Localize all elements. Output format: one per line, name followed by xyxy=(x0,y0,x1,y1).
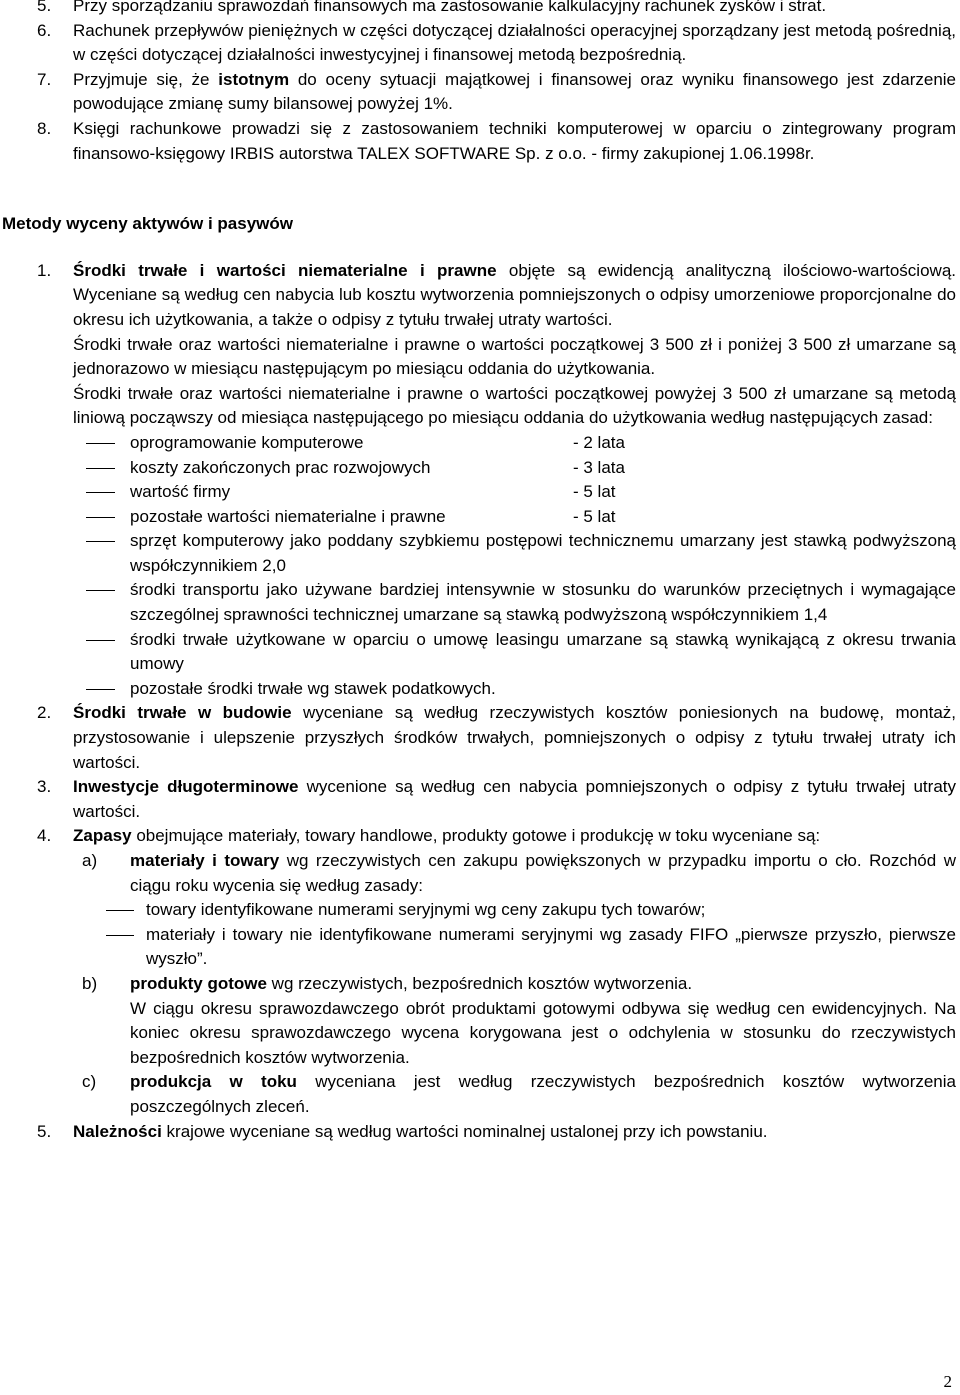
list-item xyxy=(0,19,960,68)
item-text-bold: istotnym xyxy=(218,69,290,89)
item-text: Rachunek przepływów pieniężnych w części dotyczącej działalności operacyjnej sporządzany jest metodą pośrednią, w części dotyczącej działalności inwestycyjnej i finansowej metodą bezpośrednią. xyxy=(73,20,956,65)
dash-item: sprzęt komputerowy jako poddany szybkiemu postępowi technicznemu umarzany jest stawką podwyższoną współczynnikiem 2,0 xyxy=(0,529,960,578)
rate-item xyxy=(0,456,960,481)
list-item xyxy=(0,0,960,19)
item-text: objęte są ewidencją analityczną ilościowo-wartościową. Wyceniane są według cen nabycia lub kosztu wytworzenia pomniejszonych o odpisy umorzeniowe proporcjonalne do okresu ich użytkowania, a także o odpisy z tytułu trwałej utraty wartości. xyxy=(73,260,956,329)
item-number: 2. xyxy=(37,703,52,723)
rate-item xyxy=(0,480,960,505)
item-title: Inwestycje długoterminowe xyxy=(73,777,299,797)
valuation-item-fixed-assets xyxy=(0,259,960,333)
sub-item-text: wyceniana jest według rzeczywistych bezpośrednich kosztów wytworzenia poszczególnych zleceń. xyxy=(130,1072,956,1116)
sub-item-title: materiały i towary xyxy=(130,851,280,870)
item-title: Środki trwałe w budowie xyxy=(73,703,292,723)
sub-item-work-in-progress xyxy=(0,1070,960,1119)
item-text-pre: Przyjmuje się, że xyxy=(73,69,219,89)
dash-item: towary identyfikowane numerami seryjnymi wg ceny zakupu tych towarów; xyxy=(0,898,960,923)
rate-name: wartość firmy xyxy=(130,482,231,502)
rate-name: oprogramowanie komputerowe xyxy=(130,432,364,452)
rate-value: - 5 lat xyxy=(573,482,616,502)
item-text: Przy sporządzaniu sprawozdań finansowych ma zastosowanie kalkulacyjny rachunek zysków i strat. xyxy=(73,0,827,15)
valuation-item-investments xyxy=(0,775,960,824)
list-item xyxy=(0,117,960,166)
paragraph: W ciągu okresu sprawozdawczego obrót produktami gotowymi odbywa się według cen ewidencyjnych. Na koniec okresu sprawozdawczego wycena korygowana jest o odchylenia w stosunku do rzeczywistych bezpośrednich kosztów wytworzenia. xyxy=(130,998,956,1067)
rate-value: - 3 lata xyxy=(573,457,625,477)
item-number: 8. xyxy=(37,118,52,138)
valuation-item-receivables xyxy=(0,1120,960,1145)
item-number: 5. xyxy=(37,0,52,15)
list-item xyxy=(0,68,960,117)
rate-name: koszty zakończonych prac rozwojowych xyxy=(130,457,431,477)
item-text-post: do oceny sytuacji majątkowej i finansowej oraz wyniku finansowego jest zdarzenie powodujące zmianę sumy bilansowej powyżej 1%. xyxy=(73,69,957,114)
item-number: 4. xyxy=(37,826,52,846)
item-text: Księgi rachunkowe prowadzi się z zastosowaniem techniki komputerowej w oparciu o zintegrowany program finansowo-księgowy IRBIS autorstwa TALEX SOFTWARE Sp. z o.o. - firmy zakupionej 1.06.1998r. xyxy=(73,118,956,163)
rate-name: pozostałe wartości niematerialne i prawne xyxy=(130,506,446,526)
item-title: Należności xyxy=(73,1121,162,1141)
sub-item-text: wg rzeczywistych cen zakupu powiększonych w przypadku importu o cło. Rozchód w ciągu roku wycenia się według zasady: xyxy=(130,851,956,895)
rate-value: - 2 lata xyxy=(573,432,625,452)
dash-item: materiały i towary nie identyfikowane numerami seryjnymi wg zasady FIFO „pierwsze przyszło, pierwsze wyszło”. xyxy=(0,923,960,972)
sub-item-label: c) xyxy=(82,1072,97,1092)
dash-item: środki trwałe użytkowane w oparciu o umowę leasingu umarzane są stawką wynikającą z okresu trwania umowy xyxy=(0,628,960,677)
item-text: wycenione są według cen nabycia pomniejszonych o odpisy z tytułu trwałej utraty wartości. xyxy=(73,777,956,821)
dash-item: środki transportu jako używane bardziej intensywnie w stosunku do warunków przeciętnych i wymagające szczególnej sprawności technicznej umarzane są stawką podwyższoną współczynnikiem 1,4 xyxy=(0,578,960,627)
page-number: 2 xyxy=(943,1372,952,1391)
item-text: krajowe wyceniane są według wartości nominalnej ustalonej przy ich powstaniu. xyxy=(161,1121,768,1141)
item-number: 3. xyxy=(37,777,52,797)
item-number: 5. xyxy=(37,1121,52,1141)
item-number: 6. xyxy=(37,20,52,40)
section-heading: Metody wyceny aktywów i pasywów xyxy=(2,214,293,234)
item-number: 1. xyxy=(37,260,52,280)
sub-item-text: wg rzeczywistych, bezpośrednich kosztów wytworzenia. xyxy=(266,973,693,993)
rate-value: - 5 lat xyxy=(573,506,616,526)
item-title: Zapasy xyxy=(73,826,132,846)
item-text: wyceniane są według rzeczywistych kosztów poniesionych na budowę, montaż, przystosowanie i ulepszenie przyszłych środków trwałych, pomniejszonych o odpisy z tytułu trwałej utraty ich wartości. xyxy=(73,703,956,772)
item-number: 7. xyxy=(37,69,52,89)
valuation-item-inventory xyxy=(0,824,960,849)
valuation-item-construction xyxy=(0,701,960,775)
dash-item: pozostałe środki trwałe wg stawek podatkowych. xyxy=(0,677,960,702)
rate-item xyxy=(0,431,960,456)
sub-item-title: produkty gotowe xyxy=(130,973,267,993)
sub-item-label: b) xyxy=(82,973,98,993)
item-text: obejmujące materiały, towary handlowe, produkty gotowe i produkcję w toku wyceniane są: xyxy=(131,826,821,846)
sub-item-title: produkcja w toku xyxy=(130,1072,297,1092)
rate-item xyxy=(0,505,960,530)
sub-item-label: a) xyxy=(82,851,98,870)
sub-item-finished-goods xyxy=(0,972,960,997)
paragraph: Środki trwałe oraz wartości niematerialne i prawne o wartości początkowej powyżej 3 500 zł umarzane są metodą liniową począwszy od miesiąca następującego po miesiącu oddania do użytkowania według następujących zasad: xyxy=(73,383,956,428)
item-title: Środki trwałe i wartości niematerialne i prawne xyxy=(73,260,497,280)
paragraph: Środki trwałe oraz wartości niematerialne i prawne o wartości początkowej 3 500 zł i poniżej 3 500 zł umarzane są jednorazowo w miesiącu następującym po miesiącu oddania do użytkowania. xyxy=(73,334,956,379)
sub-item-materials xyxy=(0,849,960,898)
